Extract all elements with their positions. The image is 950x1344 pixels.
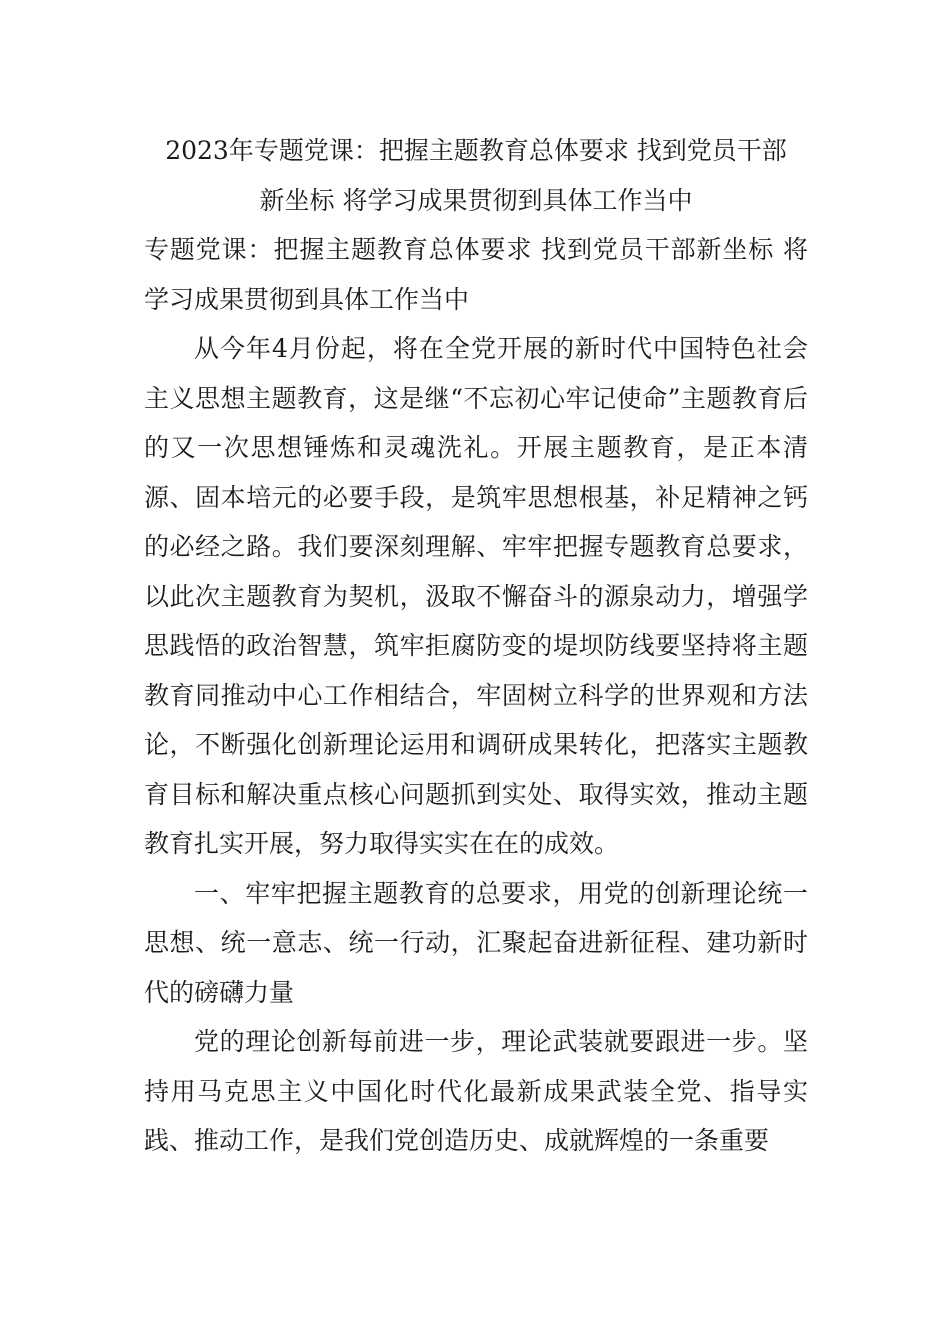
- intro-paragraph: 从今年4月份起，将在全党开展的新时代中国特色社会主义思想主题教育，这是继“不忘初心牢记使命”主题教育后的又一次思想锤炼和灵魂洗礼。开展主题教育，是正本清源、固本培元的必要手段，是筑牢思想根基，补足精神之钙的必经之路。我们要深刻理解、牢牢把握专题教育总要求，以此次主题教育为契机，汲取不懈奋斗的源泉动力，增强学思践悟的政治智慧，筑牢拒腐防变的堤坝防线要坚持将主题教育同推动中心工作相结合，牢固树立科学的世界观和方法论，不断强化创新理论运用和调研成果转化，把落实主题教育目标和解决重点核心问题抓到实处、取得实效，推动主题教育扎实开展，努力取得实实在在的成效。: [144, 334, 808, 858]
- document-body: [144, 126, 808, 1166]
- document-title-line-1: 2023年专题党课：把握主题教育总体要求 找到党员干部: [165, 136, 787, 165]
- document-title: [144, 126, 808, 225]
- document-subtitle: 专题党课：把握主题教育总体要求 找到党员干部新坐标 将学习成果贯彻到具体工作当中: [144, 235, 808, 314]
- body-paragraph: 党的理论创新每前进一步，理论武装就要跟进一步。坚持用马克思主义中国化时代化最新成果武装全党、指导实践、推动工作，是我们党创造历史、成就辉煌的一条重要: [144, 1027, 808, 1155]
- document-title-line-2: 新坐标 将学习成果贯彻到具体工作当中: [259, 185, 693, 215]
- section-heading-1: 一、牢牢把握主题教育的总要求，用党的创新理论统一思想、统一意志、统一行动，汇聚起奋进新征程、建功新时代的磅礴力量: [144, 878, 808, 1007]
